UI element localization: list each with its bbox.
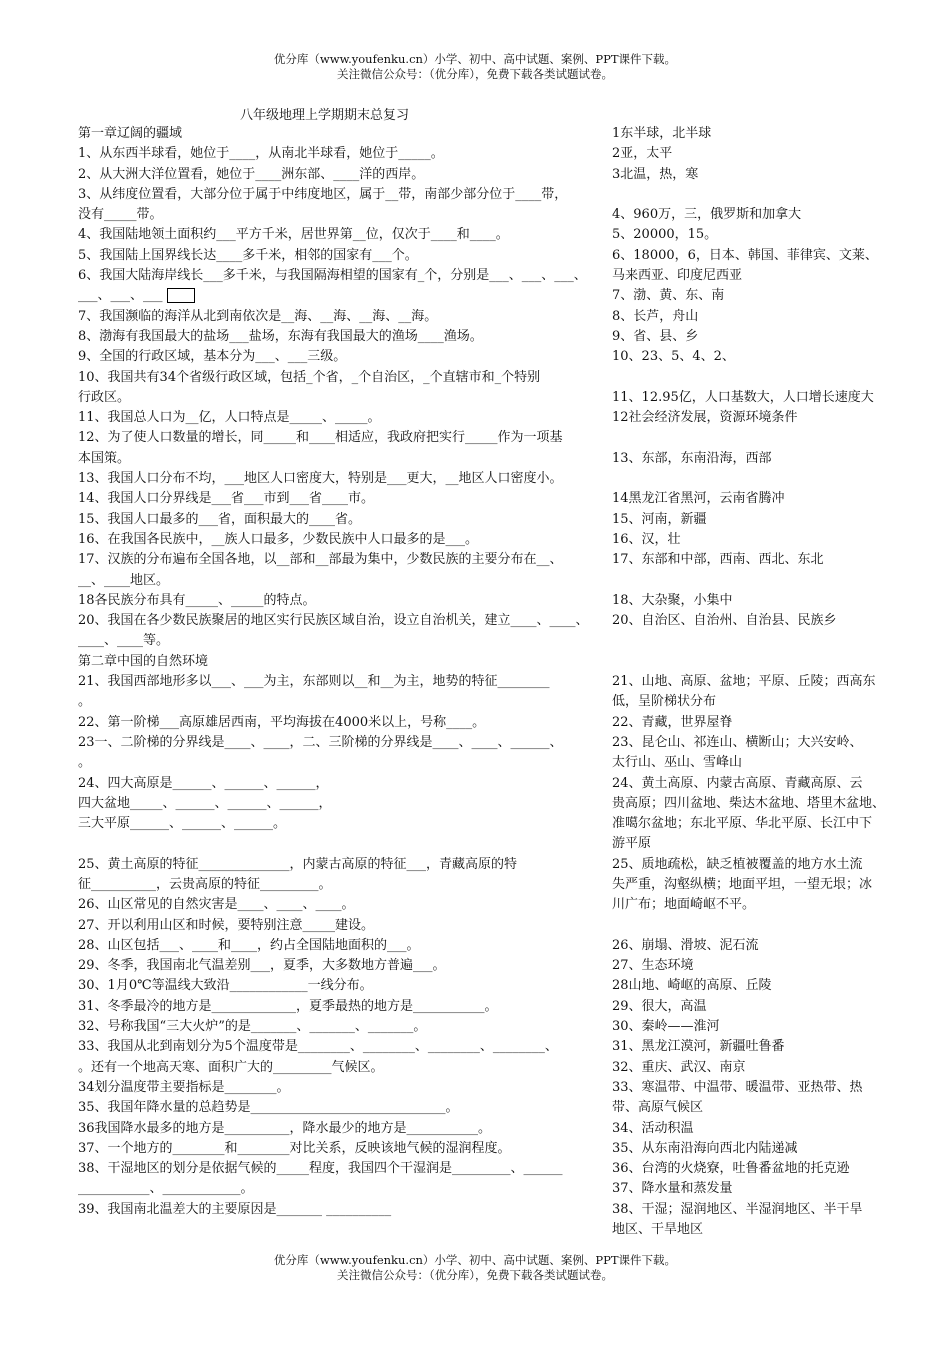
answer-line [612, 428, 897, 448]
answer-line [612, 368, 897, 388]
questions-column [78, 124, 590, 1220]
answer-line: 21、山地、高原、盆地；平原、丘陵；西高东 [612, 674, 876, 690]
question-line: 11、我国总人口为__亿，人口特点是_____、_____。 [78, 410, 381, 426]
answers-column [612, 124, 897, 1240]
question-line: 34划分温度带主要指标是________。 [78, 1079, 290, 1095]
answer-line: 低，呈阶梯状分布 [612, 694, 717, 710]
footer-line-2: 关注微信公众号：（优分库），免费下载各类试题试卷。 [337, 1268, 613, 1282]
answer-line: 22、青藏，世界屋脊 [612, 714, 733, 730]
answer-line: 29、很大，高温 [612, 998, 707, 1014]
answer-line: 7、渤、黄、东、南 [612, 288, 725, 304]
answer-line: 2亚，太平 [612, 146, 673, 162]
question-line: 9、全国的行政区域，基本分为___、___三级。 [78, 349, 347, 365]
answer-line: 带、高原气候区 [612, 1100, 704, 1116]
answer-line: 15、河南，新疆 [612, 511, 707, 527]
question-line: 31、冬季最冷的地方是_____________，夏季最热的地方是___________。 [78, 998, 498, 1014]
answer-line: 1东半球，北半球 [612, 126, 712, 141]
question-line: 32、号称我国“三大火炉”的是_______、_______、_______。 [78, 1019, 427, 1035]
question-line: 16、在我国各民族中，__族人口最多，少数民族中人口最多的是___。 [78, 531, 479, 547]
question-line: 27、开以利用山区和时候，要特别注意_____建设。 [78, 917, 375, 933]
question-line: 本国策。 [78, 450, 131, 466]
question-line: 4、我国陆地领土面积约___平方千米，居世界第__位，仅次于____和____。 [78, 227, 509, 243]
answer-line [612, 631, 897, 651]
question-line: 8、渤海有我国最大的盐场___盐场，东海有我国最大的渔场____渔场。 [78, 328, 483, 344]
question-line: 。还有一个地高天寒、面积广大的_________气候区。 [78, 1059, 384, 1075]
answer-line: 川广布；地面崎岖不平。 [612, 897, 756, 913]
question-line [78, 834, 590, 854]
question-line: 5、我国陆上国界线长达____多千米，相邻的国家有___个。 [78, 247, 418, 263]
question-line: 29、冬季，我国南北气温差别___，夏季，大多数地方普遍___。 [78, 958, 446, 974]
answer-line: 32、重庆、武汉、南京 [612, 1059, 746, 1075]
answer-line: 14黑龙江省黑河，云南省腾冲 [612, 491, 785, 507]
question-line: 21、我国西部地形多以___、___为主，东部则以__和__为主，地势的特征________ [78, 674, 550, 690]
answer-line: 20、自治区、自治州、自治县、民族乡 [612, 613, 837, 629]
answer-line: 太行山、巫山、雪峰山 [612, 755, 743, 771]
header-line-1: 优分库（www.youfenku.cn）小学、初中、高中试题、案例、PPT课件下载。 [273, 52, 677, 66]
question-line: 四大盆地_____、______、______、______， [78, 795, 332, 811]
question-line: 14、我国人口分界线是___省___市到___省____市。 [78, 491, 375, 507]
answer-line: 游平原 [612, 836, 652, 852]
question-line: 。 [78, 755, 92, 771]
answer-line: 5、20000，15。 [612, 227, 718, 243]
answer-line: 16、汉，壮 [612, 531, 681, 547]
question-line: 第一章辽阔的疆域 [78, 126, 183, 141]
question-line: ___、___、___ [78, 286, 590, 306]
footer-line-1: 优分库（www.youfenku.cn）小学、初中、高中试题、案例、PPT课件下载。 [273, 1253, 677, 1267]
question-line: 25、黄土高原的特征______________，内蒙古高原的特征___，青藏高原的特 [78, 856, 518, 872]
question-line: 1、从东西半球看，她位于____，从南北半球看，她位于_____。 [78, 146, 444, 162]
answer-line: 地区、干旱地区 [612, 1222, 704, 1238]
question-line: 36我国降水最多的地方是__________，降水最少的地方是___________。 [78, 1120, 492, 1136]
answer-line: 8、长芦，舟山 [612, 308, 699, 324]
question-line: 2、从大洲大洋位置看，她位于____洲东部、____洋的西岸。 [78, 166, 425, 182]
question-line: 38、干湿地区的划分是依据气候的_____程度，我国四个干湿润是_________、______ [78, 1161, 563, 1177]
answer-line: 13、东部，东南沿海，西部 [612, 450, 772, 466]
question-line: 15、我国人口最多的___省，面积最大的____省。 [78, 511, 362, 527]
answer-line: 贵高原；四川盆地、柴达木盆地、塔里木盆地、 [612, 795, 886, 811]
answer-line: 23、昆仑山、祁连山、横断山；大兴安岭、 [612, 734, 863, 750]
question-line: 17、汉族的分布遍布全国各地，以__部和__部最为集中，少数民族的主要分布在__、 [78, 552, 563, 568]
answer-line: 9、省、县、乡 [612, 328, 699, 344]
answer-line: 11、12.95亿，人口基数大，人口增长速度大 [612, 389, 874, 405]
answer-line: 10、23、5、4、2、 [612, 349, 735, 365]
question-line: ____、____等。 [78, 633, 170, 649]
answer-line: 27、生态环境 [612, 958, 694, 974]
answer-line: 25、质地疏松，缺乏植被覆盖的地方水土流 [612, 856, 863, 872]
question-line: 。 [78, 694, 92, 710]
question-line: 24、四大高原是______、______、______， [78, 775, 329, 791]
answer-line: 18、大杂聚，小集中 [612, 592, 733, 608]
question-line: 7、我国濒临的海洋从北到南依次是__海、__海、__海、__海。 [78, 308, 438, 324]
answer-line: 6、18000，6，日本、韩国、菲律宾、文莱、 [612, 247, 878, 263]
answer-line: 33、寒温带、中温带、暖温带、亚热带、热 [612, 1079, 863, 1095]
question-line: 28、山区包括___、____和____，约占全国陆地面积的___。 [78, 937, 420, 953]
page-title: 八年级地理上学期期末总复习 [240, 108, 410, 123]
answer-line: 准噶尔盆地；东北平原、华北平原、长江中下 [612, 816, 873, 832]
answer-line: 4、960万，三，俄罗斯和加拿大 [612, 207, 802, 223]
question-line: 12、为了使人口数量的增长，同_____和____相适应，我政府把实行_____作为一项基 [78, 430, 563, 446]
question-line: ___________、____________。 [78, 1181, 254, 1197]
answer-line: 3北温，热，寒 [612, 166, 699, 182]
answer-line: 34、活动积温 [612, 1120, 694, 1136]
question-line: __、____地区。 [78, 572, 170, 588]
answer-line [612, 469, 897, 489]
question-line: 22、第一阶梯___高原雄居西南，平均海拔在4000米以上，号称____。 [78, 714, 486, 730]
question-line: 行政区。 [78, 389, 131, 405]
answer-line: 37、降水量和蒸发量 [612, 1181, 733, 1197]
answer-line: 马来西亚、印度尼西亚 [612, 268, 743, 284]
question-line: 13、我国人口分布不均，___地区人口密度大，特别是___更大，__地区人口密度小。 [78, 471, 563, 487]
answer-line: 36、台湾的火烧寮，吐鲁番盆地的托克逊 [612, 1161, 850, 1177]
question-line: 征__________，云贵高原的特征_________。 [78, 876, 332, 892]
answer-line: 26、崩塌、滑坡、泥石流 [612, 937, 759, 953]
question-line: 30、1月0℃等温线大致沿____________一线分布。 [78, 978, 373, 994]
answer-box [167, 288, 195, 303]
question-line: 6、我国大陆海岸线长___多千米，与我国隔海相望的国家有_个，分别是___、___、___、 [78, 268, 587, 284]
answer-line: 17、东部和中部，西南、西北、东北 [612, 552, 824, 568]
question-line: 3、从纬度位置看，大部分位于属于中纬度地区，属于__带，南部少部分位于____带， [78, 186, 568, 202]
answer-line: 28山地、崎岖的高原、丘陵 [612, 978, 772, 994]
answer-line: 失严重，沟壑纵横；地面平坦，一望无垠；冰 [612, 876, 873, 892]
answer-line [612, 652, 897, 672]
answer-line: 31、黑龙江漠河，新疆吐鲁番 [612, 1039, 785, 1055]
question-line: 20、我国在各少数民族聚居的地区实行民族区域自治，设立自治机关，建立____、____、 [78, 613, 589, 629]
answer-line [612, 185, 897, 205]
question-line: 第二章中国的自然环境 [78, 653, 209, 669]
question-line: 18各民族分布具有_____、_____的特点。 [78, 592, 316, 608]
question-line: 37、一个地方的________和________对比关系，反映该地气候的湿润程度。 [78, 1140, 511, 1156]
question-line: 33、我国从北到南划分为5个温度带是________、________、________、________、 [78, 1039, 558, 1055]
answer-line: 12社会经济发展，资源环境条件 [612, 410, 798, 426]
answer-line: 30、秦岭——淮河 [612, 1019, 720, 1035]
question-line: 10、我国共有34个省级行政区域，包括_个省，_个自治区，_个直辖市和_个特别 [78, 369, 541, 385]
answer-line [612, 916, 897, 936]
answer-line [612, 571, 897, 591]
question-line: 没有_____带。 [78, 207, 163, 223]
question-line: 35、我国年降水量的总趋势是______________________________。 [78, 1100, 459, 1116]
question-line: 39、我国南北温差大的主要原因是_______ __________ [78, 1201, 392, 1217]
question-line: 23一、二阶梯的分界线是____、____，二、三阶梯的分界线是____、____、______、 [78, 734, 563, 750]
question-line: 26、山区常见的自然灾害是____、____、____。 [78, 897, 355, 913]
question-line: 三大平原______、______、______。 [78, 816, 287, 832]
header-line-2: 关注微信公众号：（优分库），免费下载各类试题试卷。 [337, 67, 613, 81]
answer-line: 38、干湿；湿润地区、半湿润地区、半干旱 [612, 1201, 863, 1217]
answer-line: 24、黄土高原、内蒙古高原、青藏高原、云 [612, 775, 863, 791]
answer-line: 35、从东南沿海向西北内陆递减 [612, 1140, 798, 1156]
